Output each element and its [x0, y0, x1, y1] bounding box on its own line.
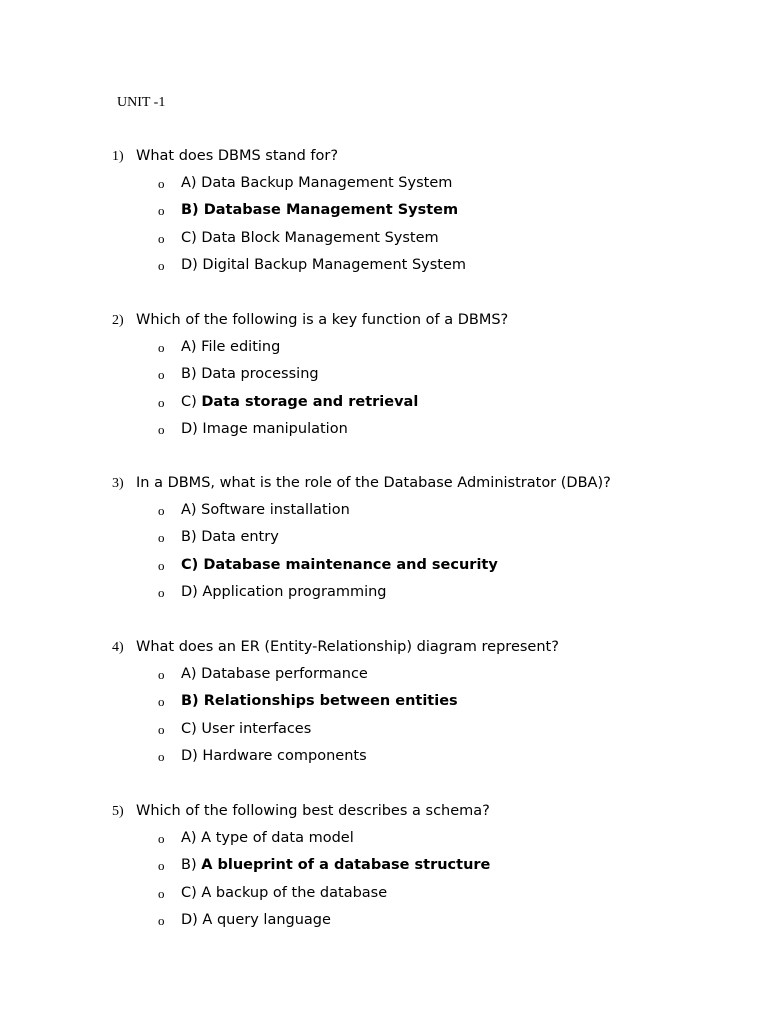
bullet-icon: o — [158, 530, 165, 546]
option-text: A) A type of data model — [181, 830, 354, 846]
correct-option-text: B) Database Management System — [181, 202, 459, 219]
option-item — [0, 253, 768, 280]
bullet-icon: o — [158, 748, 165, 764]
option-text: C) User interfaces — [181, 720, 312, 737]
option-item — [0, 881, 768, 908]
option-item — [0, 390, 768, 417]
question-number: 5) — [112, 804, 124, 819]
question-text: What does an ER (Entity-Relationship) diagram represent? — [136, 639, 559, 655]
option-item — [0, 826, 768, 853]
correct-option-text: B) Relationships between entities — [181, 693, 458, 710]
question-number: 2) — [112, 313, 124, 328]
bullet-icon: o — [158, 203, 165, 219]
bullet-icon: o — [158, 230, 165, 246]
bullet-icon: o — [158, 694, 165, 710]
bullet-icon: o — [158, 367, 165, 383]
bullet-icon: o — [158, 503, 165, 518]
option-item — [0, 362, 768, 389]
unit-title: UNIT -1 — [117, 95, 166, 110]
option-item — [0, 580, 768, 607]
option-text: A) File editing — [181, 339, 281, 355]
question-1 — [0, 144, 768, 280]
option-item — [0, 689, 768, 716]
option-text: C) A backup of the database — [181, 884, 388, 901]
question-text: What does DBMS stand for? — [136, 148, 339, 164]
bullet-icon: o — [158, 176, 165, 191]
bullet-icon: o — [158, 667, 165, 682]
bullet-icon: o — [158, 557, 165, 573]
question-3 — [0, 471, 768, 607]
option-item — [0, 525, 768, 552]
option-item — [0, 908, 768, 935]
bullet-icon: o — [158, 721, 165, 737]
option-text — [181, 855, 490, 875]
option-item — [0, 226, 768, 253]
option-item — [0, 335, 768, 362]
option-text: D) A query language — [181, 911, 331, 928]
option-item — [0, 198, 768, 225]
option-prefix: C) — [181, 393, 202, 410]
option-text: A) Database performance — [181, 666, 368, 682]
option-text: C) Data Block Management System — [181, 229, 439, 246]
option-text — [181, 392, 418, 412]
option-item — [0, 553, 768, 580]
option-item — [0, 498, 768, 525]
option-prefix: B) — [181, 857, 202, 874]
question-text: In a DBMS, what is the role of the Database Administrator (DBA)? — [136, 475, 611, 491]
option-item — [0, 662, 768, 689]
option-text: B) Data processing — [181, 366, 319, 383]
bullet-icon: o — [158, 912, 165, 928]
correct-option-text: A blueprint of a database structure — [201, 857, 491, 874]
option-text: A) Data Backup Management System — [181, 175, 453, 191]
bullet-icon: o — [158, 858, 165, 874]
bullet-icon: o — [158, 340, 165, 355]
question-number: 3) — [112, 476, 124, 491]
bullet-icon: o — [158, 885, 165, 901]
option-text: D) Digital Backup Management System — [181, 256, 467, 273]
question-text: Which of the following best describes a schema? — [136, 803, 490, 819]
option-text: D) Image manipulation — [181, 420, 348, 437]
option-text: D) Application programming — [181, 583, 387, 600]
question-number: 4) — [112, 640, 124, 655]
bullet-icon: o — [158, 584, 165, 600]
bullet-icon: o — [158, 257, 165, 273]
bullet-icon: o — [158, 394, 165, 410]
correct-option-text: C) Database maintenance and security — [181, 556, 498, 573]
bullet-icon: o — [158, 831, 165, 846]
option-item — [0, 171, 768, 198]
correct-option-text: Data storage and retrieval — [201, 393, 419, 410]
question-number: 1) — [112, 149, 124, 164]
question-5 — [0, 799, 768, 935]
question-text: Which of the following is a key function of a DBMS? — [136, 312, 509, 328]
question-2 — [0, 308, 768, 444]
bullet-icon: o — [158, 421, 165, 437]
option-text: B) Data entry — [181, 529, 279, 546]
option-text: A) Software installation — [181, 502, 350, 518]
option-item — [0, 853, 768, 880]
option-item — [0, 744, 768, 771]
option-text: D) Hardware components — [181, 747, 367, 764]
option-item — [0, 417, 768, 444]
question-4 — [0, 635, 768, 771]
option-item — [0, 717, 768, 744]
